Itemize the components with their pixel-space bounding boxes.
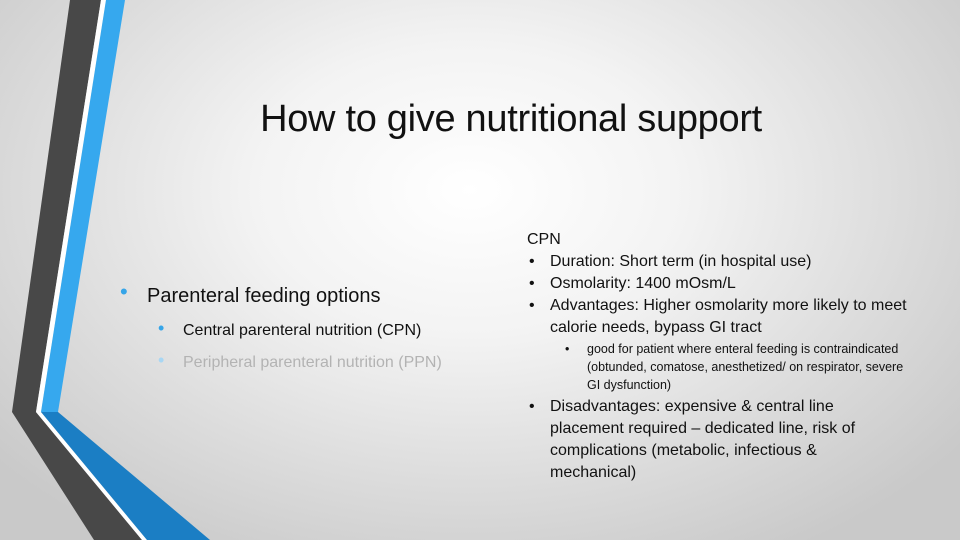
left-bullet-list xyxy=(120,279,442,372)
subbullet-text: good for patient where enteral feeding is contraindicated (obtunded, comatose, anesthetized/ on respirator, severe GI dysfunction) xyxy=(587,342,904,392)
bullet-text: Osmolarity: 1400 mOsm/L xyxy=(550,275,736,292)
slide-title: How to give nutritional support xyxy=(260,98,762,140)
subbullet-text: Peripheral parenteral nutrition (PPN) xyxy=(183,354,442,371)
cpn-bullet-osmolarity xyxy=(527,273,907,295)
bullet-dot: • xyxy=(529,275,535,292)
cpn-bullet-duration xyxy=(527,251,907,273)
bullet-dot: • xyxy=(158,318,165,338)
bullet-dot: • xyxy=(565,342,570,356)
cpn-heading: CPN xyxy=(527,231,561,248)
cpn-details xyxy=(527,230,907,484)
cpn-subbullet-enteral xyxy=(527,340,907,394)
bullet-text: Parenteral feeding options xyxy=(147,285,381,307)
bullet-text: Advantages: Higher osmolarity more likely to meet calorie needs, bypass GI tract xyxy=(550,297,907,336)
bullet-parenteral-options xyxy=(120,279,442,308)
bullet-dot: • xyxy=(529,253,535,270)
subbullet-text: Central parenteral nutrition (CPN) xyxy=(183,322,422,339)
bullet-dot: • xyxy=(120,279,128,304)
bullet-dot: • xyxy=(529,297,535,314)
cpn-bullet-disadvantages xyxy=(527,396,907,484)
subbullet-cpn xyxy=(120,318,442,340)
cpn-bullet-advantages xyxy=(527,295,907,339)
bullet-text: Disadvantages: expensive & central line placement required – dedicated line, risk of complications (metabolic, infectious & mechanical) xyxy=(550,398,856,481)
bullet-dot: • xyxy=(158,350,165,370)
bullet-dot: • xyxy=(529,398,535,415)
subbullet-ppn xyxy=(120,350,442,372)
bullet-text: Duration: Short term (in hospital use) xyxy=(550,253,812,270)
